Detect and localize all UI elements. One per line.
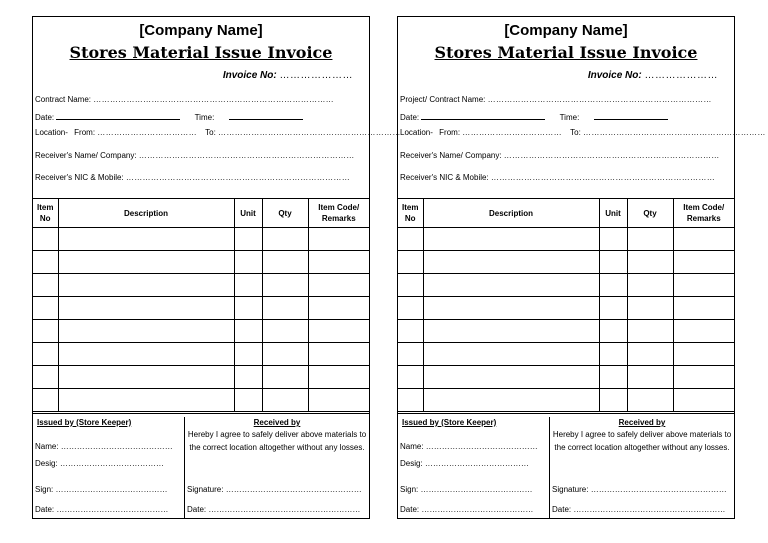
issuer-date-label: Date:	[35, 505, 55, 514]
col-unit: Unit	[234, 199, 262, 228]
issuer-name-field[interactable]: ……………………………………	[425, 442, 538, 451]
cell[interactable]	[308, 297, 369, 320]
issuer-date-label: Date:	[400, 505, 420, 514]
contract-name-row	[400, 95, 712, 105]
cell[interactable]	[58, 251, 234, 274]
contract-name-label: Contract Name:	[35, 95, 92, 104]
col-qty: Qty	[627, 199, 673, 228]
cell[interactable]	[673, 251, 734, 274]
receiver-date-field[interactable]: …………………………………………………	[208, 505, 361, 514]
contract-name-label: Project/ Contract Name:	[400, 95, 486, 104]
cell[interactable]	[262, 366, 308, 389]
date-field[interactable]	[421, 111, 545, 120]
from-label: From:	[74, 128, 96, 137]
cell[interactable]	[308, 274, 369, 297]
agreement-text: Hereby I agree to safely deliver above materials to the correct location altogether without any losses.	[187, 430, 367, 452]
cell[interactable]	[398, 251, 423, 274]
from-field[interactable]: ………………………………	[97, 128, 197, 137]
cell[interactable]	[599, 228, 627, 251]
cell[interactable]	[599, 343, 627, 366]
receiver-date-label: Date:	[552, 505, 572, 514]
issuer-desig-field[interactable]: …………………………………	[424, 459, 529, 468]
time-label: Time:	[194, 113, 215, 122]
cell[interactable]	[33, 389, 58, 412]
cell[interactable]	[33, 320, 58, 343]
table-row[interactable]	[398, 389, 734, 412]
location-row	[400, 128, 766, 138]
cell[interactable]	[262, 251, 308, 274]
cell[interactable]	[599, 366, 627, 389]
cell[interactable]	[262, 320, 308, 343]
receiver-name-label: Receiver's Name/ Company:	[35, 151, 137, 160]
table-row[interactable]	[398, 228, 734, 251]
to-field[interactable]: …………………………………………………………	[218, 128, 401, 137]
table-row[interactable]	[33, 366, 369, 389]
receiver-nic-row	[400, 173, 715, 183]
cell[interactable]	[398, 343, 423, 366]
issuer-date-field[interactable]: ……………………………………	[56, 505, 169, 514]
invoice-number	[223, 70, 353, 81]
cell[interactable]	[398, 274, 423, 297]
cell[interactable]	[627, 389, 673, 412]
received-by-heading: Received by	[253, 418, 301, 427]
invoice-title: Stores Material Issue Invoice	[434, 43, 698, 62]
issuer-sign-row	[400, 485, 532, 495]
cell[interactable]	[673, 228, 734, 251]
date-label: Date:	[400, 113, 420, 122]
issued-by-heading: Issued by (Store Keeper)	[402, 418, 497, 427]
receiver-name-label: Receiver's Name/ Company:	[400, 151, 502, 160]
table-row[interactable]	[398, 320, 734, 343]
receiver-date-row	[187, 505, 360, 515]
receiver-name-field[interactable]: ……………………………………………………………………	[138, 151, 355, 160]
receiver-signature-row	[552, 485, 727, 495]
issuer-sign-field[interactable]: ……………………………………	[55, 485, 168, 494]
time-field[interactable]	[594, 111, 668, 120]
cell[interactable]	[308, 320, 369, 343]
cell[interactable]	[33, 228, 58, 251]
table-row[interactable]	[33, 274, 369, 297]
receiver-nic-row	[35, 173, 350, 183]
issuer-desig-field[interactable]: …………………………………	[59, 459, 164, 468]
cell[interactable]	[58, 274, 234, 297]
cell[interactable]	[262, 343, 308, 366]
cell[interactable]	[308, 343, 369, 366]
cell[interactable]	[423, 297, 599, 320]
date-label: Date:	[35, 113, 55, 122]
cell[interactable]	[234, 320, 262, 343]
to-label: To:	[570, 128, 581, 137]
receiver-signature-label: Signature:	[552, 485, 589, 494]
footer-divider	[33, 413, 369, 414]
cell[interactable]	[33, 297, 58, 320]
issuer-name-row	[35, 442, 173, 452]
cell[interactable]	[234, 343, 262, 366]
issued-by-section	[398, 417, 550, 518]
table-header-row	[398, 199, 734, 228]
cell[interactable]	[262, 297, 308, 320]
cell[interactable]	[308, 251, 369, 274]
cell[interactable]	[58, 366, 234, 389]
invoice-number	[588, 70, 718, 81]
cell[interactable]	[627, 274, 673, 297]
cell[interactable]	[234, 251, 262, 274]
cell[interactable]	[673, 320, 734, 343]
cell[interactable]	[673, 343, 734, 366]
receiver-signature-field[interactable]: ……………………………………………	[225, 485, 362, 494]
cell[interactable]	[673, 366, 734, 389]
cell[interactable]	[33, 343, 58, 366]
cell[interactable]	[627, 297, 673, 320]
receiver-name-row	[400, 151, 720, 161]
table-row[interactable]	[33, 320, 369, 343]
contract-name-field[interactable]: ……………………………………………………………………………	[93, 95, 334, 104]
receiver-signature-label: Signature:	[187, 485, 224, 494]
issuer-desig-row	[35, 459, 164, 469]
table-row[interactable]	[33, 389, 369, 412]
issuer-sign-label: Sign:	[400, 485, 419, 494]
cell[interactable]	[398, 228, 423, 251]
invoice-number-label: Invoice No:	[587, 70, 642, 81]
cell[interactable]	[33, 251, 58, 274]
company-name: [Company Name]	[504, 22, 628, 39]
issuer-desig-label: Desig:	[400, 459, 423, 468]
cell[interactable]	[423, 366, 599, 389]
receiver-date-row	[552, 505, 725, 515]
cell[interactable]	[234, 297, 262, 320]
col-item-code: Item Code/ Remarks	[308, 199, 369, 228]
issuer-date-row	[400, 505, 533, 515]
cell[interactable]	[599, 297, 627, 320]
table-row[interactable]	[398, 343, 734, 366]
from-label: From:	[439, 128, 461, 137]
cell[interactable]	[308, 366, 369, 389]
cell[interactable]	[423, 343, 599, 366]
date-field[interactable]	[56, 111, 180, 120]
col-item-no: Item No	[33, 199, 58, 228]
col-item-no: Item No	[398, 199, 423, 228]
issued-by-heading: Issued by (Store Keeper)	[37, 418, 132, 427]
to-label: To:	[205, 128, 216, 137]
receiver-name-row	[35, 151, 355, 161]
cell[interactable]	[234, 228, 262, 251]
date-time-row	[400, 111, 668, 123]
invoice-number-field[interactable]: …………………	[644, 70, 718, 81]
cell[interactable]	[398, 320, 423, 343]
invoice-title: Stores Material Issue Invoice	[69, 43, 333, 62]
cell[interactable]	[234, 389, 262, 412]
table-row[interactable]	[398, 274, 734, 297]
location-label: Location-	[400, 128, 433, 137]
table-row[interactable]	[33, 228, 369, 251]
receiver-signature-field[interactable]: ……………………………………………	[590, 485, 727, 494]
cell[interactable]	[423, 251, 599, 274]
cell[interactable]	[58, 320, 234, 343]
cell[interactable]	[673, 389, 734, 412]
footer-divider	[398, 413, 734, 414]
cell[interactable]	[262, 228, 308, 251]
cell[interactable]	[398, 389, 423, 412]
to-field[interactable]: …………………………………………………………	[583, 128, 766, 137]
cell[interactable]	[234, 366, 262, 389]
receiver-signature-row	[187, 485, 362, 495]
table-row[interactable]	[398, 297, 734, 320]
invoice-form-right	[397, 16, 766, 519]
cell[interactable]	[308, 389, 369, 412]
cell[interactable]	[627, 320, 673, 343]
table-row[interactable]	[398, 251, 734, 274]
col-description: Description	[423, 199, 599, 228]
invoice-number-field[interactable]: …………………	[279, 70, 353, 81]
cell[interactable]	[423, 274, 599, 297]
issuer-name-label: Name:	[400, 442, 424, 451]
issuer-date-field[interactable]: ……………………………………	[421, 505, 534, 514]
cell[interactable]	[262, 389, 308, 412]
issuer-sign-row	[35, 485, 167, 495]
cell[interactable]	[262, 274, 308, 297]
receiver-nic-label: Receiver's NIC & Mobile:	[400, 173, 489, 182]
receiver-nic-label: Receiver's NIC & Mobile:	[35, 173, 124, 182]
cell[interactable]	[627, 251, 673, 274]
table-row[interactable]	[33, 343, 369, 366]
receiver-date-label: Date:	[187, 505, 207, 514]
items-table	[398, 198, 734, 412]
cell[interactable]	[423, 228, 599, 251]
company-name: [Company Name]	[139, 22, 263, 39]
issued-by-section	[33, 417, 185, 518]
issuer-name-label: Name:	[35, 442, 59, 451]
cell[interactable]	[58, 343, 234, 366]
col-qty: Qty	[262, 199, 308, 228]
cell[interactable]	[58, 228, 234, 251]
cell[interactable]	[33, 366, 58, 389]
received-by-heading: Received by	[618, 418, 666, 427]
cell[interactable]	[398, 297, 423, 320]
cell[interactable]	[33, 274, 58, 297]
from-field[interactable]: ………………………………	[462, 128, 562, 137]
issuer-desig-label: Desig:	[35, 459, 58, 468]
cell[interactable]	[423, 389, 599, 412]
received-by-section	[550, 417, 734, 518]
cell[interactable]	[673, 274, 734, 297]
issuer-sign-field[interactable]: ……………………………………	[420, 485, 533, 494]
cell[interactable]	[599, 274, 627, 297]
cell[interactable]	[599, 251, 627, 274]
cell[interactable]	[599, 389, 627, 412]
contract-name-field[interactable]: ………………………………………………………………………	[487, 95, 712, 104]
contract-name-row	[35, 95, 334, 105]
issuer-name-row	[400, 442, 538, 452]
agreement-text: Hereby I agree to safely deliver above materials to the correct location altogether without any losses.	[552, 430, 732, 452]
cell[interactable]	[599, 320, 627, 343]
table-row[interactable]	[33, 251, 369, 274]
receiver-name-field[interactable]: ……………………………………………………………………	[503, 151, 720, 160]
cell[interactable]	[627, 366, 673, 389]
col-unit: Unit	[599, 199, 627, 228]
cell[interactable]	[58, 389, 234, 412]
receiver-date-field[interactable]: …………………………………………………	[573, 505, 726, 514]
location-row	[35, 128, 401, 138]
issuer-desig-row	[400, 459, 529, 469]
invoice-number-label: Invoice No:	[222, 70, 277, 81]
table-row[interactable]	[33, 297, 369, 320]
receiver-nic-field[interactable]: ………………………………………………………………………	[490, 173, 716, 182]
receiver-nic-field[interactable]: ………………………………………………………………………	[125, 173, 351, 182]
time-field[interactable]	[229, 111, 303, 120]
cell[interactable]	[627, 228, 673, 251]
cell[interactable]	[58, 297, 234, 320]
invoice-form-left	[32, 16, 401, 519]
col-item-code: Item Code/ Remarks	[673, 199, 734, 228]
issuer-sign-label: Sign:	[35, 485, 54, 494]
col-description: Description	[58, 199, 234, 228]
date-time-row	[35, 111, 303, 123]
table-header-row	[33, 199, 369, 228]
cell[interactable]	[234, 274, 262, 297]
cell[interactable]	[423, 320, 599, 343]
table-row[interactable]	[398, 366, 734, 389]
cell[interactable]	[308, 228, 369, 251]
items-table	[33, 198, 369, 412]
cell[interactable]	[398, 366, 423, 389]
cell[interactable]	[627, 343, 673, 366]
issuer-date-row	[35, 505, 168, 515]
issuer-name-field[interactable]: ……………………………………	[60, 442, 173, 451]
location-label: Location-	[35, 128, 68, 137]
time-label: Time:	[559, 113, 580, 122]
cell[interactable]	[673, 297, 734, 320]
received-by-section	[185, 417, 369, 518]
